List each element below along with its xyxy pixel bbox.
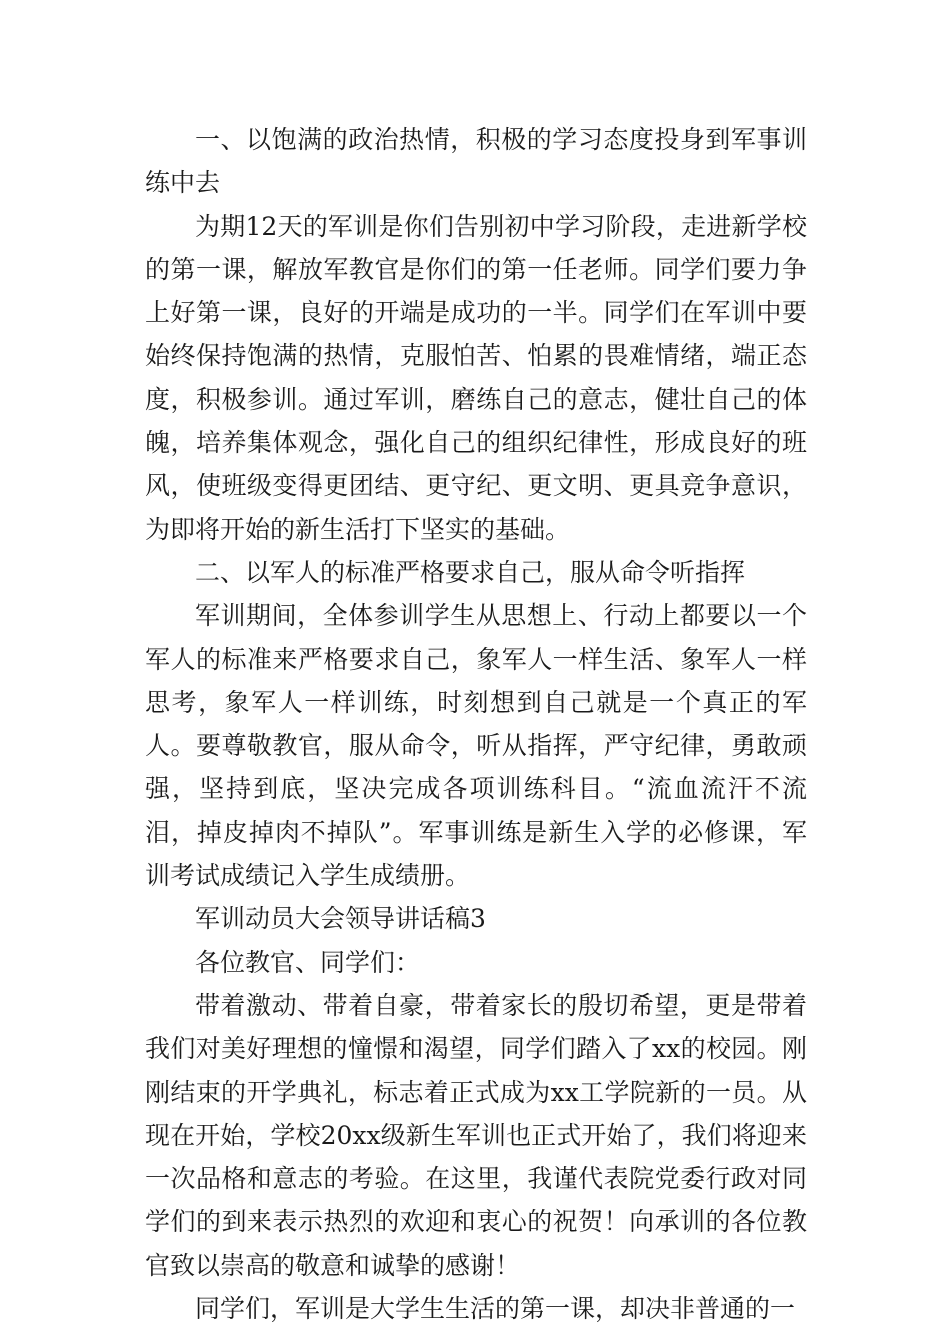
- body-paragraph: 带着激动、带着自豪，带着家长的殷切希望，更是带着我们对美好理想的憧憬和渴望，同学们踏入了xx的校园。刚刚结束的开学典礼，标志着正式成为xx工学院新的一员。从现在开始，学校20xx级新生军训也正式开始了，我们将迎来一次品格和意志的考验。在这里，我谨代表院党委行政对同学们的到来表示热烈的欢迎和衷心的祝贺！向承训的各位教官致以崇高的敬意和诚挚的感谢！: [145, 990, 807, 1280]
- body-paragraph: 为期12天的军训是你们告别初中学习阶段，走进新学校的第一课，解放军教官是你们的第一任老师。同学们要力争上好第一课，良好的开端是成功的一半。同学们在军训中要始终保持饱满的热情，克服怕苦、怕累的畏难情绪，端正态度，积极参训。通过军训，磨练自己的意志，健壮自己的体魄，培养集体观念，强化自己的组织纪律性，形成良好的班风，使班级变得更团结、更守纪、更文明、更具竞争意识，为即将开始的新生活打下坚实的基础。: [145, 211, 807, 544]
- body-paragraph: 军训期间，全体参训学生从思想上、行动上都要以一个军人的标准来严格要求自己，象军人一样生活、象军人一样思考，象军人一样训练，时刻想到自己就是一个真正的军人。要尊敬教官，服从命令，听从指挥，严守纪律，勇敢顽强，坚持到底，坚决完成各项训练科目。“流血流汗不流泪，掉皮掉肉不掉队”。军事训练是新生入学的必修课，军训考试成绩记入学生成绩册。: [145, 601, 807, 891]
- speech-title: 军训动员大会领导讲话稿3: [195, 904, 486, 934]
- section-heading-2: 二、以军人的标准严格要求自己，服从命令听指挥: [195, 557, 746, 587]
- section-heading-1: 一、以饱满的政治热情，积极的学习态度投身到军事训练中去: [145, 125, 807, 198]
- body-paragraph: 同学们，军训是大学生生活的第一课，却决非普通的一: [195, 1294, 796, 1324]
- document-body: [145, 118, 807, 1330]
- salutation: 各位教官、同学们：: [195, 947, 421, 977]
